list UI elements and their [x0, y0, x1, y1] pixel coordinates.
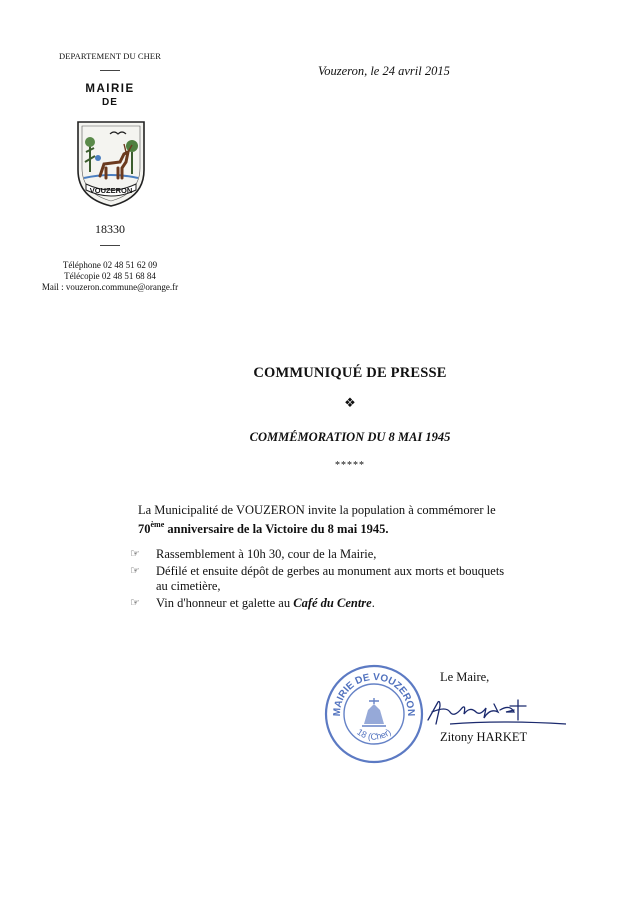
pointing-hand-icon: ☞ — [130, 597, 140, 609]
department-label: DEPARTEMENT DU CHER — [59, 51, 161, 61]
mayor-name: Zitony HARKET — [440, 730, 528, 744]
svg-text:18 (Cher) — [355, 727, 393, 742]
phone-number: Téléphone 02 48 51 62 09 — [62, 260, 158, 270]
list-item-suffix: . — [371, 596, 375, 610]
divider — [100, 70, 120, 71]
pointing-hand-icon: ☞ — [130, 548, 140, 560]
document-title: COMMUNIQUÉ DE PRESSE — [253, 365, 447, 381]
ornament-icon: ❖ — [344, 395, 356, 410]
venue-name: Café du Centre — [293, 596, 372, 610]
list-item-text: Vin d'honneur et galette au — [156, 596, 294, 610]
town-crest-icon — [74, 118, 148, 208]
intro-line-1: La Municipalité de VOUZERON invite la population à commémorer le — [138, 503, 496, 517]
list-item-text: Rassemblement à 10h 30, cour de la Mairie, — [156, 547, 377, 561]
date-line: Vouzeron, le 24 avril 2015 — [318, 64, 450, 78]
document-subtitle: COMMÉMORATION DU 8 MAI 1945 — [249, 430, 451, 444]
anniversary-suffix: ème — [150, 520, 165, 529]
program-list — [130, 547, 510, 613]
handwritten-signature-icon — [410, 690, 570, 730]
postcode: 18330 — [95, 222, 125, 236]
list-item-text: Défilé et ensuite dépôt de gerbes au monument aux morts et bouquets au cimetière, — [156, 564, 505, 593]
mayor-role: Le Maire, — [440, 670, 490, 684]
list-item — [130, 596, 510, 611]
anniversary-number: 70 — [138, 522, 151, 537]
anniversary-text: anniversaire de la Victoire du 8 mai 1945. — [164, 522, 389, 537]
list-item — [130, 547, 510, 562]
de-label: DE — [102, 97, 118, 108]
divider — [100, 245, 120, 246]
intro-line-2 — [138, 518, 518, 537]
mairie-label: MAIRIE — [85, 83, 135, 95]
email-address: Mail : vouzeron.commune@orange.fr — [41, 282, 179, 292]
crest-banner-text: VOUZERON — [89, 186, 133, 195]
list-item — [130, 564, 510, 594]
pointing-hand-icon: ☞ — [130, 565, 140, 577]
stamp-bottom-text: 18 (Cher) — [355, 726, 393, 742]
separator-stars: ***** — [335, 460, 365, 471]
fax-number: Télécopie 02 48 51 68 84 — [64, 271, 156, 281]
intro-paragraph — [138, 502, 518, 537]
stamp-top-text: MAIRIE DE VOUZERON — [331, 671, 417, 717]
